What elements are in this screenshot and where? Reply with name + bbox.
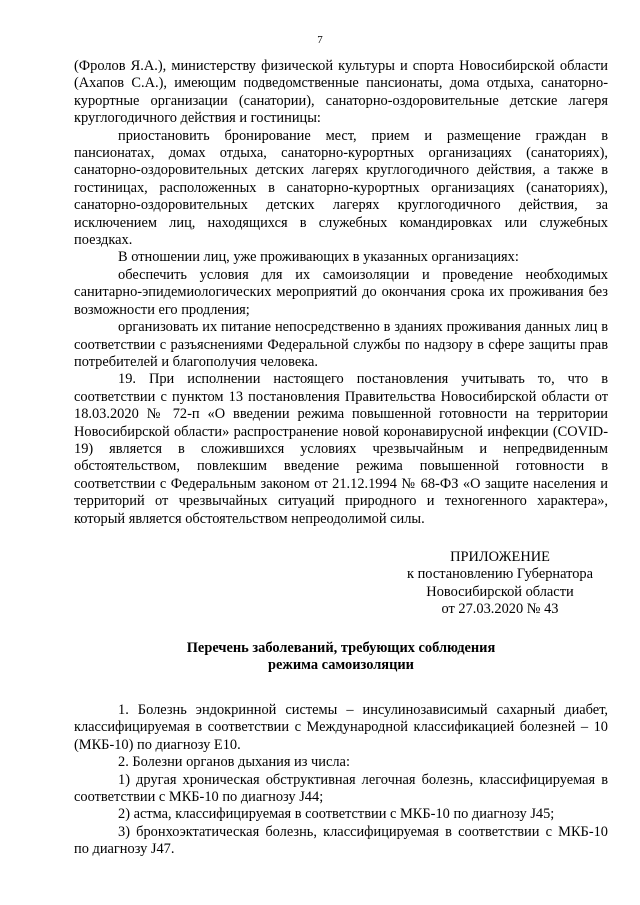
paragraph-self-isolation: обеспечить условия для их самоизоляции и проведение необходимых санитарно-эпидемиологических мероприятий до окончания срока их проживания без возможности его продления; xyxy=(74,266,608,318)
list-item: 2) астма, классифицируемая в соответствии с МКБ-10 по диагнозу J45; xyxy=(118,806,555,823)
paragraph-suspend-booking: приостановить бронирование мест, прием и размещение граждан в пансионатах, домах отдыха, санаторно-курортных организациях (санаториях), санаторно-оздоровительных детских лагерях круглогодичного действия, а также в гостиницах, расположенных в санаторно-курортных организациях (санаториях), санаторно-оздоровительных детских лагерях круглогодичного действия, за исключением лиц, находящихся в служебных командировках или служебных поездках. xyxy=(74,127,608,249)
appendix-line-1: к постановлению Губернатора xyxy=(407,566,593,583)
list-item: 2. Болезни органов дыхания из числа: xyxy=(118,754,350,771)
paragraph-residents-intro: В отношении лиц, уже проживающих в указанных организациях: xyxy=(118,249,519,266)
list-title xyxy=(74,640,608,675)
list-title-line-2: режима самоизоляции xyxy=(268,657,414,674)
appendix-line-3: от 27.03.2020 № 43 xyxy=(441,601,559,618)
appendix-header xyxy=(380,549,620,619)
paragraph-catering: организовать их питание непосредственно в зданиях проживания данных лиц в соответствии с разъяснениями Федеральной службы по надзору в сфере защиты прав потребителей и благополучия человека. xyxy=(74,319,608,370)
decree-text xyxy=(74,58,608,528)
list-item: 3) бронхоэктатическая болезнь, классифицируемая в соответствии с МКБ-10 по диагнозу J47. xyxy=(74,823,608,858)
list-item: 1) другая хроническая обструктивная легочная болезнь, классифицируемая в соответствии с МКБ-10 по диагнозу J44; xyxy=(74,771,608,806)
paragraph-clause-19: 19. При исполнении настоящего постановления учитывать то, что в соответствии с пунктом 13 постановления Правительства Новосибирской области от 18.03.2020 № 72-п «О введении режима повышенной готовности на территории Новосибирской области» распространение новой коронавирусной инфекции (COVID-19) является в сложившихся условиях чрезвычайным и непредвиденным обстоятельством, повлекшим введение режима повышенной готовности в соответствии с Федеральным законом от 21.12.1994 № 68-ФЗ «О защите населения и территорий от чрезвычайных ситуаций природного и техногенного характера», который является обстоятельством непреодолимой силы. xyxy=(74,371,608,527)
list-title-line-1: Перечень заболеваний, требующих соблюдения xyxy=(186,640,496,656)
page-number: 7 xyxy=(317,34,323,46)
appendix-title: ПРИЛОЖЕНИЕ xyxy=(450,549,550,565)
list-item: 1. Болезнь эндокринной системы – инсулинозависимый сахарный диабет, классифицируемая в соответствии с Международной классификацией болезней – 10 (МКБ-10) по диагнозу E10. xyxy=(74,702,608,753)
paragraph-ministries: (Фролов Я.А.), министерству физической культуры и спорта Новосибирской области (Ахапов С.А.), имеющим подведомственные пансионаты, дома отдыха, санаторно-курортные организации (санатории), санаторно-оздоровительные детские лагеря круглогодичного действия и гостиницы: xyxy=(74,58,608,127)
appendix-line-2: Новосибирской области xyxy=(426,583,574,600)
disease-list xyxy=(74,702,608,859)
